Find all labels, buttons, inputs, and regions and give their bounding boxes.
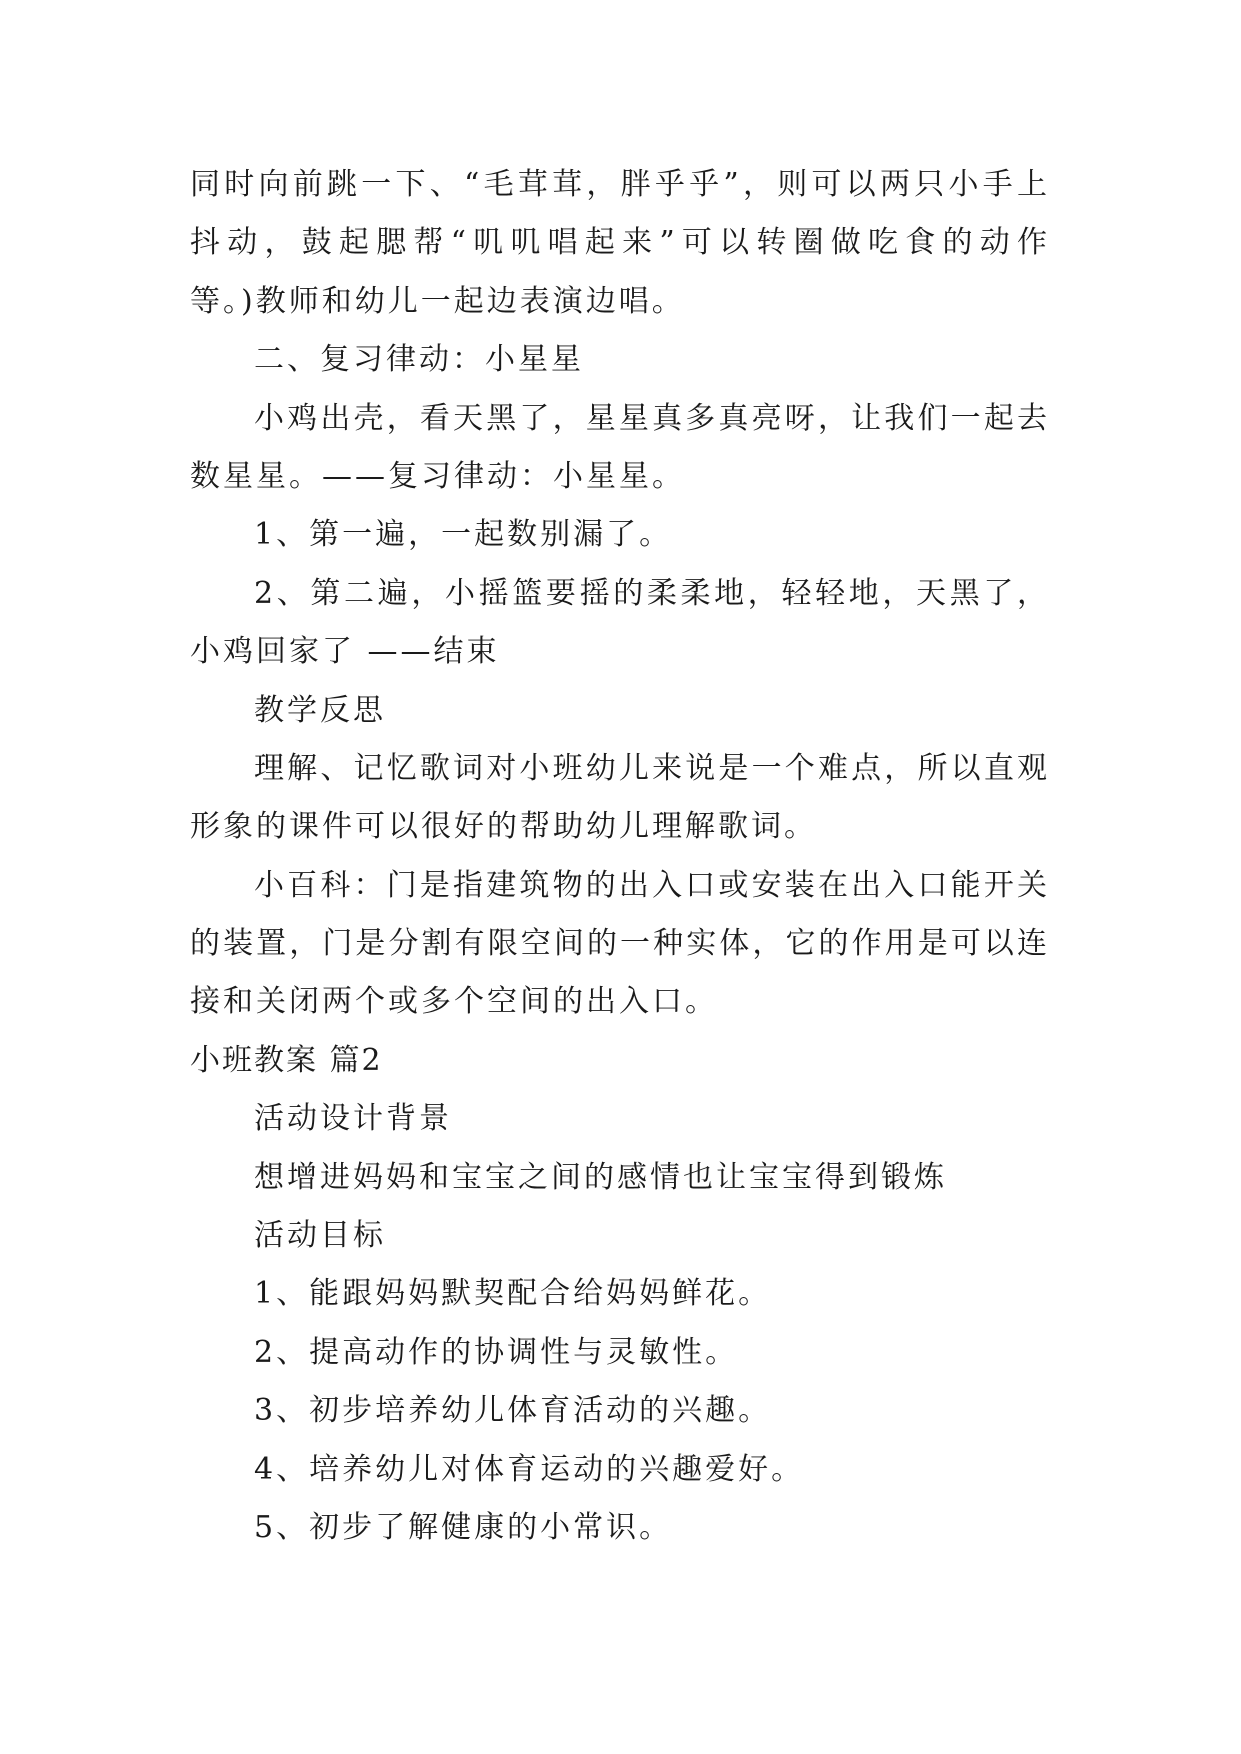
- text-line: 理解、记忆歌词对小班幼儿来说是一个难点，所以直观: [254, 750, 1050, 786]
- list-item: 5、初步了解健康的小常识。: [254, 1509, 673, 1545]
- chapter-title: 小班教案 篇2: [190, 1042, 383, 1078]
- list-item: 1、能跟妈妈默契配合给妈妈鲜花。: [254, 1276, 772, 1312]
- text-line: 抖动，鼓起腮帮“叽叽唱起来”可以转圈做吃食的动作: [190, 225, 1050, 261]
- text-line: 形象的课件可以很好的帮助幼儿理解歌词。: [190, 809, 817, 845]
- text-line: 小鸡回家了 ——结束: [190, 634, 500, 670]
- text-line: 小百科：门是指建筑物的出入口或安装在出入口能开关: [254, 867, 1050, 903]
- list-item: 3、初步培养幼儿体育活动的兴趣。: [254, 1393, 772, 1429]
- text-line: 小鸡出壳，看天黑了，星星真多真亮呀，让我们一起去: [254, 400, 1050, 436]
- text-line: 接和关闭两个或多个空间的出入口。: [190, 984, 718, 1020]
- list-item: 2、第二遍，小摇篮要摇的柔柔地，轻轻地，天黑了，: [254, 575, 1050, 611]
- list-item: 4、培养幼儿对体育运动的兴趣爱好。: [254, 1451, 805, 1487]
- section-heading: 二、复习律动：小星星: [254, 342, 584, 378]
- section-heading: 活动目标: [254, 1218, 386, 1254]
- text-line: 数星星。——复习律动：小星星。: [190, 458, 685, 494]
- list-item: 2、提高动作的协调性与灵敏性。: [254, 1334, 739, 1370]
- list-item: 1、第一遍，一起数别漏了。: [254, 517, 673, 553]
- document-body: [190, 156, 1050, 1557]
- text-line: 等。)教师和幼儿一起边表演边唱。: [190, 283, 685, 319]
- section-heading: 活动设计背景: [254, 1101, 452, 1137]
- text-line: 同时向前跳一下、“毛茸茸，胖乎乎”，则可以两只小手上: [190, 167, 1050, 202]
- text-line: 想增进妈妈和宝宝之间的感情也让宝宝得到锻炼: [254, 1159, 947, 1195]
- section-heading: 教学反思: [254, 692, 386, 728]
- text-line: 的装置，门是分割有限空间的一种实体，它的作用是可以连: [190, 926, 1050, 962]
